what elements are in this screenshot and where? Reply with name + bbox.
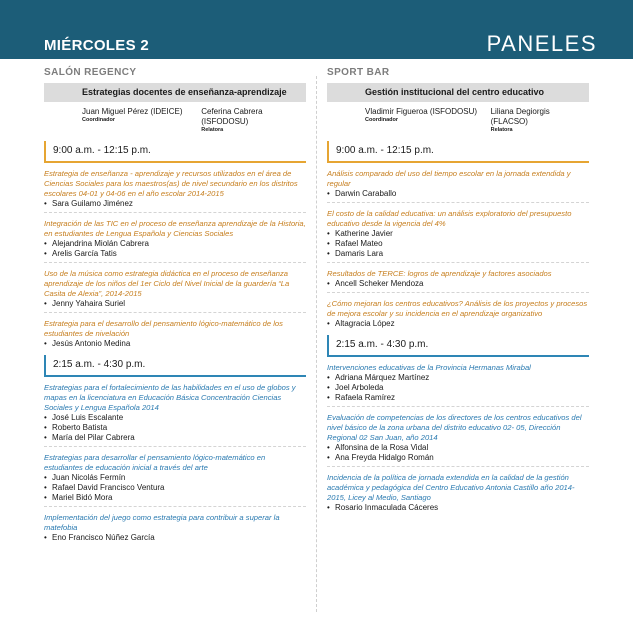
author-name bbox=[44, 433, 306, 443]
author-name bbox=[327, 319, 589, 329]
time-slot-afternoon bbox=[327, 335, 589, 513]
page-header bbox=[0, 0, 633, 59]
bullet-icon: • bbox=[44, 239, 47, 248]
paper-title: Integración de las TIC en el proceso de enseñanza aprendizaje de la Historia, en estudiantes de Lengua Española y Ciencias Sociales bbox=[44, 219, 306, 238]
bullet-icon: • bbox=[44, 199, 47, 208]
paper-item bbox=[327, 413, 589, 467]
panel-theme: Estrategias docentes de enseñanza-aprendizaje bbox=[44, 83, 306, 102]
author-text: Rafael Mateo bbox=[335, 239, 383, 248]
time-bar bbox=[44, 355, 306, 375]
author-text: María del Pilar Cabrera bbox=[52, 433, 135, 442]
time-bar-rule bbox=[327, 161, 589, 163]
author-name bbox=[327, 503, 589, 513]
paper-item bbox=[44, 453, 306, 507]
item-separator bbox=[327, 262, 589, 263]
room-name: SALÓN REGENCY bbox=[44, 67, 137, 78]
paper-item bbox=[327, 209, 589, 263]
paper-item bbox=[327, 299, 589, 329]
author-text: Darwin Caraballo bbox=[335, 189, 397, 198]
bullet-icon: • bbox=[327, 383, 330, 392]
paper-title: El costo de la calidad educativa: un análisis exploratorio del presupuesto educativo desde la vigencia del 4% bbox=[327, 209, 572, 228]
paper-list bbox=[44, 161, 306, 349]
time-bar bbox=[327, 335, 589, 355]
item-separator bbox=[327, 292, 589, 293]
coordinator-role: Coordinador bbox=[365, 117, 398, 123]
rapporteur-role: Relatora bbox=[201, 127, 224, 133]
author-name bbox=[44, 493, 306, 503]
item-separator bbox=[327, 202, 589, 203]
bullet-icon: • bbox=[44, 299, 47, 308]
panel-theme: Gestión institucional del centro educativo bbox=[327, 83, 589, 102]
panel-column-right bbox=[327, 62, 589, 519]
bullet-icon: • bbox=[44, 483, 47, 492]
paper-title: Resultados de TERCE: logros de aprendizaje y factores asociados bbox=[327, 269, 552, 278]
author-name bbox=[327, 383, 589, 393]
coordinator-name: Vladimir Figueroa (ISFODOSU) bbox=[365, 107, 478, 116]
author-text: Rafaela Ramírez bbox=[335, 393, 396, 402]
paper-title: Análisis comparado del uso del tiempo escolar en la jornada extendida y regular bbox=[327, 169, 571, 188]
paper-item bbox=[44, 269, 306, 313]
rapporteur bbox=[491, 107, 589, 131]
paper-title: Uso de la música como estrategia didáctica en el proceso de enseñanza aprendizaje de los niños del 1er Ciclo del Nivel Inicial de la guardería “La Casita de Alexia”, 2014-2015 bbox=[44, 269, 290, 298]
author-name bbox=[44, 199, 306, 209]
author-name bbox=[44, 413, 306, 423]
bullet-icon: • bbox=[44, 339, 47, 348]
author-name bbox=[44, 423, 306, 433]
bullet-icon: • bbox=[327, 239, 330, 248]
author-text: Alejandrina Miolán Cabrera bbox=[52, 239, 149, 248]
time-range: 2:15 a.m. - 4:30 p.m. bbox=[53, 359, 146, 370]
author-text: Ancell Scheker Mendoza bbox=[335, 279, 424, 288]
bullet-icon: • bbox=[327, 443, 330, 452]
paper-item bbox=[44, 513, 306, 543]
time-bar-edge bbox=[327, 141, 329, 161]
paper-title: Incidencia de la política de jornada extendida en la calidad de la gestión académica y pedagógica del Centro Educativo Antonia Castillo año 2014-2015, Licey al Medio, Santiago bbox=[327, 473, 575, 502]
paper-title: Evaluación de competencias de los directores de los centros educativos del nivel básico de la zona urbana del distrito educativo 02- 05, Dirección Regional 02 San Juan, año 2014 bbox=[327, 413, 582, 442]
author-name bbox=[327, 239, 589, 249]
time-bar bbox=[327, 141, 589, 161]
time-bar-rule bbox=[44, 161, 306, 163]
time-range: 9:00 a.m. - 12:15 p.m. bbox=[336, 145, 434, 156]
time-bar-edge bbox=[44, 355, 46, 375]
author-text: Sara Guilamo Jiménez bbox=[52, 199, 133, 208]
author-text: Mariel Bidó Mora bbox=[52, 493, 113, 502]
bullet-icon: • bbox=[44, 473, 47, 482]
rapporteur-name: Liliana Degiorgis (FLACSO) bbox=[490, 107, 550, 126]
author-name bbox=[44, 339, 306, 349]
paper-title: Estrategias para el fortalecimiento de las habilidades en el uso de globos y mapas en la licenciatura en Educación Básica Concentración Ciencias Sociales y Lengua Española 2014 bbox=[44, 383, 296, 412]
author-name bbox=[327, 373, 589, 383]
rapporteur-name: Ceferina Cabrera (ISFODOSU) bbox=[201, 107, 263, 126]
item-separator bbox=[327, 466, 589, 467]
time-bar-edge bbox=[44, 141, 46, 161]
paper-title: Intervenciones educativas de la Provincia Hermanas Mirabal bbox=[327, 363, 531, 372]
bullet-icon: • bbox=[44, 433, 47, 442]
author-text: Katherine Javier bbox=[335, 229, 393, 238]
paper-list bbox=[327, 161, 589, 329]
bullet-icon: • bbox=[44, 493, 47, 502]
coordinator bbox=[365, 107, 491, 131]
author-name bbox=[327, 189, 589, 199]
author-text: Alfonsina de la Rosa Vidal bbox=[335, 443, 429, 452]
coordinator-role: Coordinador bbox=[82, 117, 115, 123]
bullet-icon: • bbox=[327, 393, 330, 402]
author-name bbox=[327, 249, 589, 259]
item-separator bbox=[44, 446, 306, 447]
day-title: MIÉRCOLES 2 bbox=[44, 37, 149, 54]
time-bar-edge bbox=[327, 335, 329, 355]
author-name bbox=[44, 299, 306, 309]
time-range: 2:15 a.m. - 4:30 p.m. bbox=[336, 339, 429, 350]
paper-item bbox=[327, 169, 589, 203]
paper-title: Estrategias para desarrollar el pensamiento lógico-matemático en estudiantes de educación inicial a través del arte bbox=[44, 453, 266, 472]
author-name bbox=[44, 473, 306, 483]
author-name bbox=[327, 229, 589, 239]
section-title: PANELES bbox=[486, 31, 597, 56]
panel-roles bbox=[44, 107, 306, 131]
bullet-icon: • bbox=[44, 249, 47, 258]
author-text: Jenny Yahaira Suriel bbox=[52, 299, 126, 308]
author-text: Roberto Batista bbox=[52, 423, 108, 432]
bullet-icon: • bbox=[44, 533, 47, 542]
bullet-icon: • bbox=[327, 453, 330, 462]
room-name: SPORT BAR bbox=[327, 67, 390, 78]
time-range: 9:00 a.m. - 12:15 p.m. bbox=[53, 145, 151, 156]
author-text: Damaris Lara bbox=[335, 249, 384, 258]
author-text: Ana Freyda Hidalgo Román bbox=[335, 453, 434, 462]
bullet-icon: • bbox=[327, 229, 330, 238]
author-text: Altagracia López bbox=[335, 319, 395, 328]
author-name bbox=[44, 533, 306, 543]
author-text: Arelis García Tatis bbox=[52, 249, 117, 258]
author-name bbox=[44, 249, 306, 259]
author-text: Rosario Inmaculada Cáceres bbox=[335, 503, 439, 512]
bullet-icon: • bbox=[327, 279, 330, 288]
paper-item bbox=[327, 269, 589, 293]
paper-title: Implementación del juego como estrategia para contribuir a superar la matefobia bbox=[44, 513, 280, 532]
time-bar bbox=[44, 141, 306, 161]
author-name bbox=[327, 393, 589, 403]
item-separator bbox=[44, 262, 306, 263]
paper-title: Estrategia para el desarrollo del pensamiento lógico-matemático de los estudiantes de nivelación bbox=[44, 319, 283, 338]
paper-item bbox=[327, 363, 589, 407]
bullet-icon: • bbox=[327, 249, 330, 258]
panel-roles bbox=[327, 107, 589, 131]
paper-item bbox=[44, 383, 306, 447]
time-slot-afternoon bbox=[44, 355, 306, 543]
author-name bbox=[44, 239, 306, 249]
author-text: Eno Francisco Núñez García bbox=[52, 533, 155, 542]
time-slot-morning bbox=[327, 141, 589, 329]
paper-list bbox=[44, 375, 306, 543]
paper-item bbox=[44, 219, 306, 263]
author-name bbox=[327, 453, 589, 463]
bullet-icon: • bbox=[44, 413, 47, 422]
author-text: Jesús Antonio Medina bbox=[52, 339, 131, 348]
paper-item bbox=[44, 319, 306, 349]
author-text: José Luis Escalante bbox=[52, 413, 124, 422]
coordinator-name: Juan Miguel Pérez (IDEICE) bbox=[82, 107, 183, 116]
author-name bbox=[44, 483, 306, 493]
panel-column-left bbox=[44, 62, 306, 549]
paper-title: ¿Cómo mejoran los centros educativos? Análisis de los proyectos y procesos de mejora escolar y su incidencia en el aprendizaje organizativo bbox=[327, 299, 588, 318]
author-text: Joel Arboleda bbox=[335, 383, 384, 392]
coordinator bbox=[82, 107, 201, 131]
paper-item bbox=[44, 169, 306, 213]
bullet-icon: • bbox=[327, 319, 330, 328]
bullet-icon: • bbox=[44, 423, 47, 432]
bullet-icon: • bbox=[327, 373, 330, 382]
time-bar-rule bbox=[327, 355, 589, 357]
time-slot-morning bbox=[44, 141, 306, 349]
rapporteur-role: Relatora bbox=[490, 127, 513, 133]
paper-title: Estrategia de enseñanza - aprendizaje y recursos utilizados en el área de Ciencias Sociales para los maestros(as) de nivel secundario en los distritos escolares 04-01 y 04-06 en el año escolar 2014-2015 bbox=[44, 169, 298, 198]
paper-item bbox=[327, 473, 589, 513]
author-text: Rafael David Francisco Ventura bbox=[52, 483, 165, 492]
author-text: Adriana Márquez Martínez bbox=[335, 373, 430, 382]
column-divider bbox=[316, 76, 317, 612]
author-text: Juan Nicolás Fermín bbox=[52, 473, 126, 482]
item-separator bbox=[44, 312, 306, 313]
rapporteur bbox=[201, 107, 306, 131]
time-bar-rule bbox=[44, 375, 306, 377]
author-name bbox=[327, 443, 589, 453]
author-name bbox=[327, 279, 589, 289]
bullet-icon: • bbox=[327, 503, 330, 512]
bullet-icon: • bbox=[327, 189, 330, 198]
paper-list bbox=[327, 355, 589, 513]
item-separator bbox=[327, 406, 589, 407]
item-separator bbox=[44, 212, 306, 213]
item-separator bbox=[44, 506, 306, 507]
